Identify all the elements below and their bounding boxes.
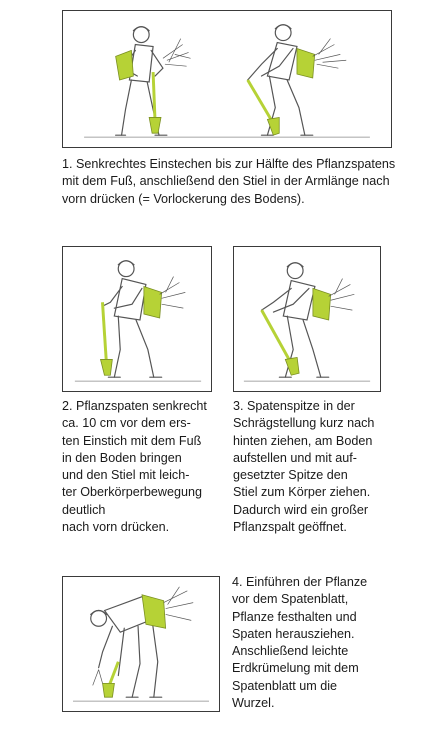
step-3-illustration-panel	[233, 246, 381, 392]
planting-spade-step-3-illustration	[234, 247, 380, 391]
planting-spade-step-2-illustration	[63, 247, 211, 391]
planting-spade-step-1-illustration	[63, 11, 391, 147]
planting-spade-step-4-illustration	[63, 577, 219, 711]
step-4-text: 4. Einführen der Pflanze vor dem Spatenblatt, Pflanze festhalten und Spaten herausziehen. Anschließend leichte Erdkrümelung mit dem Spatenblatt um die Wurzel.	[232, 575, 368, 711]
step-2-text: 2. Pflanzspaten senkrecht ca. 10 cm vor dem ers- ten Einstich mit dem Fuß in den Boden bringen und den Stiel mit leich- ter Oberkörperbewegung deutlich nach vorn drücken.	[62, 399, 207, 535]
step-4-illustration-panel	[62, 576, 220, 712]
step-3-text: 3. Spatenspitze in der Schrägstellung kurz nach hinten ziehen, am Boden aufstellen und mit auf- gesetzter Spitze den Stiel zum Körper ziehen. Dadurch wird ein großer Pflanzspalt geöffnet.	[233, 399, 375, 535]
step-1-illustration-panel	[62, 10, 392, 148]
step-1-text: 1. Senkrechtes Einstechen bis zur Hälfte des Pflanzspatens mit dem Fuß, anschließend den Stiel in der Armlänge nach vorn drücken (= Vorlockerung des Bodens).	[62, 157, 396, 206]
step-2-illustration-panel	[62, 246, 212, 392]
